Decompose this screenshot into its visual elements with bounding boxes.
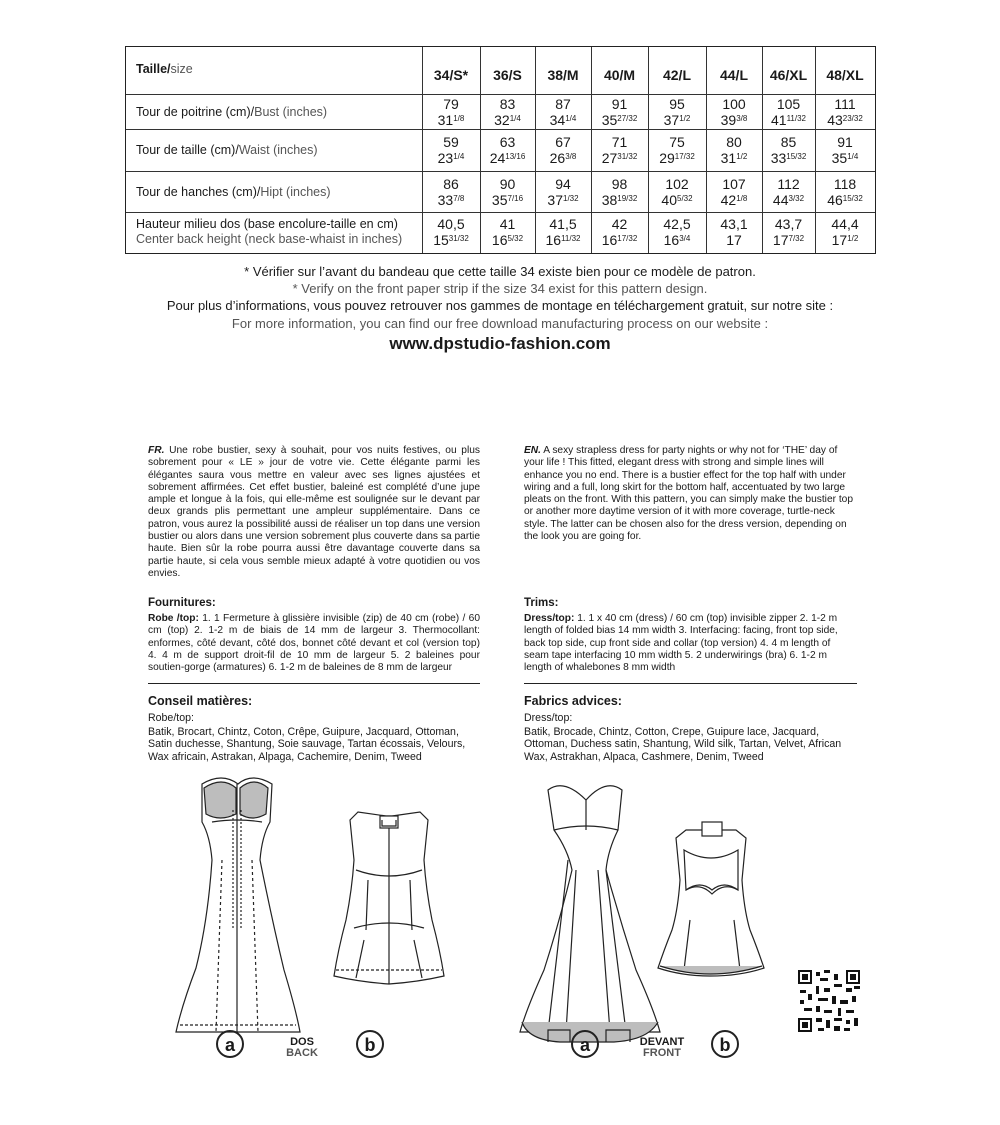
website-link[interactable]: www.dpstudio-fashion.com: [389, 334, 611, 353]
measurement-cell: 94 $37^{1/32}$: [547, 175, 579, 208]
measurement-cell: 63 $24^{13/16}$: [489, 134, 526, 166]
measurement-cell: 90 $35^{7/16}$: [491, 175, 524, 208]
size-header-cell: 42/L: [662, 67, 691, 83]
view-a-front-marker: a: [571, 1030, 599, 1058]
size-header-cell: 44/L: [719, 67, 748, 83]
size-header-cell: 34/S*: [433, 67, 469, 83]
description-fr-text: Une robe bustier, sexy à souhait, pour vos nuits festives, ou plus sobrement pour « LE » jour de votre vie. Cette élégante parmi les élégantes saura vous mettre en valeur avec ses lignes ajustées et sobrement affirmées. Cet effet bustier, baleiné est complété d’une jupe ample et longue à la fois, qui elle-même est soulignée sur le devant par deux grands plis permettant une ampleur supplémentaire. Dans ce patron, vous aurez la possibilité aussi de réaliser un top dans une version bustier ou alors dans une version sobrement plus couverte dans sa partie haute. Bien sûr la robe pourra aussi être davantage couverte dans sa partie haute, si cela vous semble mieux adapté à votre quotidien ou vos envies.: [148, 445, 480, 579]
fabrics-title-en: Fabrics advices:: [524, 694, 622, 708]
size-note-en: * Verify on the front paper strip if the size 34 exist for this pattern design.: [292, 281, 708, 296]
front-label: [632, 1037, 692, 1059]
view-b-back-marker: b: [356, 1030, 384, 1058]
description-fr: [148, 445, 480, 580]
measurement-cell: 107 $42^{1/8}$: [720, 175, 748, 208]
size-header-cell: 46/XL: [769, 67, 808, 83]
measurement-cell: 118 $46^{15/32}$: [827, 175, 863, 208]
size-header-cell: 48/XL: [826, 67, 864, 83]
measurement-cell: 43,7 $17^{7/32}$: [772, 216, 805, 248]
measurement-cell: 71 $27^{31/32}$: [601, 134, 638, 166]
supplies-en-text: 1. 1 x 40 cm (dress) / 60 cm (top) invisible zipper 2. 1-2 m length of folded bias 14 mm width 3. Interfacing: facing, front top side, back top side, cup front side and collar (top version) 4. 4 m length of seam tape interfacing 10 mm width 5. 2 underwirings (bra) 6. 1-2 m length of whalebones 8 mm width: [524, 613, 838, 674]
measurement-cell: 100 $39^{3/8}$: [720, 95, 748, 128]
lang-fr: FR.: [148, 445, 165, 456]
info-note-en: For more information, you can find our free download manufacturing process on our website :: [231, 316, 769, 331]
front-dress-drawing: [520, 786, 660, 1042]
fabrics-title-fr: Conseil matières:: [148, 694, 253, 708]
back-label: [280, 1037, 324, 1059]
back-label-en: BACK: [286, 1047, 318, 1059]
measurement-cell: 41 $16^{5/32}$: [491, 216, 524, 248]
measurement-cell: 79 $31^{1/8}$: [437, 95, 465, 128]
size-header-cell: 36/S: [493, 67, 522, 83]
divider-fr: [148, 683, 480, 684]
view-a-back-marker: a: [216, 1030, 244, 1058]
description-en: [524, 445, 857, 543]
front-label-en: FRONT: [643, 1047, 681, 1059]
measurement-label: Tour de taille (cm)/Waist (inches): [136, 143, 318, 157]
supplies-lead-en: Dress/top:: [524, 613, 575, 624]
supplies-title-fr: Fournitures:: [148, 597, 216, 609]
fabrics-fr: Batik, Brocart, Chintz, Coton, Crêpe, Guipure, Jacquard, Ottoman, Satin duchesse, Shantung, Soie sauvage, Tartan écossais, Velours, Wax africain, Astrakan, Alpaga, Cachemire, Denim, Tweed: [148, 726, 466, 763]
table-header-row: [126, 47, 875, 95]
measurement-label: Tour de hanches (cm)/Hipt (inches): [136, 184, 331, 199]
measurement-cell: 41,5 $16^{11/32}$: [545, 216, 581, 248]
front-top-drawing: [658, 822, 764, 976]
measurement-cell: 87 $34^{1/4}$: [549, 95, 577, 128]
measurement-cell: 112 $44^{3/32}$: [772, 175, 805, 208]
measurement-cell: 67 $26^{3/8}$: [549, 134, 577, 166]
measurement-cell: 75 $29^{17/32}$: [659, 134, 695, 166]
size-header-cell: 40/M: [603, 67, 636, 83]
measurement-cell: 42,5 $16^{3/4}$: [663, 216, 691, 248]
supplies-fr-text: 1. 1 Fermeture à glissière invisible (zip) de 40 cm (robe) / 60 cm (top) 2. 1-2 m de biais de 14 mm de largeur 3. Thermocollant: enformes, côté devant, côté dos, bonnet côté devant et col (version top) 4. 4 m de support droit-fil de 10 mm de largeur 5. 2 baleines pour soutien-gorge (armatures) 6. 1-2 m de baleines de 8 mm de largeur: [148, 613, 480, 674]
measurement-cell: 59 $23^{1/4}$: [437, 134, 465, 166]
table-row: [126, 95, 875, 130]
measurement-cell: 98 $38^{19/32}$: [601, 175, 638, 208]
measurement-cell: 44,4 $17^{1/2}$: [831, 216, 859, 248]
measurement-cell: 42 $16^{17/32}$: [601, 216, 638, 248]
back-dress-drawing: [176, 778, 300, 1032]
measurement-cell: 43,1 17: [720, 216, 748, 248]
measurement-cell: 40,5 $15^{31/32}$: [433, 216, 469, 248]
supplies-lead-fr: Robe /top:: [148, 613, 199, 624]
info-note-fr: Pour plus d’informations, vous pouvez retrouver nos gammes de montage en téléchargement gratuit, sur notre site :: [166, 298, 834, 313]
fabrics-lead-fr: Robe/top:: [148, 712, 194, 724]
supplies-en: [524, 613, 857, 674]
qr-code-icon[interactable]: [798, 970, 860, 1032]
measurement-label: Hauteur milieu dos (base encolure-taille en cm) Center back height (neck base-whaist in inches): [136, 217, 403, 246]
size-header-cell: 38/M: [547, 67, 579, 83]
measurement-cell: 91 $35^{27/32}$: [601, 95, 638, 128]
measurement-cell: 102 $40^{5/32}$: [661, 175, 693, 208]
fabrics-lead-en: Dress/top:: [524, 712, 573, 724]
front-label-fr: DEVANT: [639, 1036, 685, 1048]
size-note-fr: * Vérifier sur l’avant du bandeau que cette taille 34 existe bien pour ce modèle de patron.: [244, 264, 756, 279]
lang-en: EN.: [524, 445, 541, 456]
measurement-label: Tour de poitrine (cm)/Bust (inches): [136, 104, 328, 119]
view-b-front-marker: b: [711, 1030, 739, 1058]
size-header-label: Taille/size: [136, 62, 193, 76]
back-label-fr: DOS: [290, 1036, 314, 1048]
measurement-cell: 86 $33^{7/8}$: [437, 175, 465, 208]
measurement-cell: 80 $31^{1/2}$: [720, 134, 748, 166]
measurement-cell: 111 $43^{23/32}$: [827, 95, 863, 128]
table-row: [126, 213, 875, 253]
supplies-fr: [148, 613, 480, 674]
measurement-cell: 91 $35^{1/4}$: [831, 134, 859, 166]
back-top-drawing: [334, 812, 444, 984]
divider-en: [524, 683, 857, 684]
table-row: [126, 130, 875, 172]
table-row: [126, 172, 875, 213]
measurement-cell: 83 $32^{1/4}$: [494, 95, 521, 128]
measurement-cell: 95 $37^{1/2}$: [663, 95, 691, 128]
measurement-cell: 85 $33^{15/32}$: [770, 134, 807, 166]
fabrics-en: Batik, Brocade, Chintz, Cotton, Crepe, Guipure lace, Jacquard, Ottoman, Duchess satin, Shantung, Wild silk, Tartan, Velvet, African Wax, Astrakhan, Alpaca, Cashmere, Denim, Tweed: [524, 726, 842, 763]
description-en-text: A sexy strapless dress for party nights or why not for ‘THE’ day of your life ! This fitted, elegant dress with strong and simple lines will enhance you no end. There is a bustier effect for the top half with under wiring and a full, long skirt for the bottom half, accentuated by two large pleats on the front. With this pattern, you can simply make the bustier top or another more daytime version of it with more coverage, turtle-neck style. The latter can be chosen also for the dress version, depending on the look you are going for.: [524, 445, 853, 543]
measurement-cell: 105 $41^{11/32}$: [770, 95, 806, 128]
supplies-title-en: Trims:: [524, 597, 559, 609]
size-table: [125, 46, 876, 254]
